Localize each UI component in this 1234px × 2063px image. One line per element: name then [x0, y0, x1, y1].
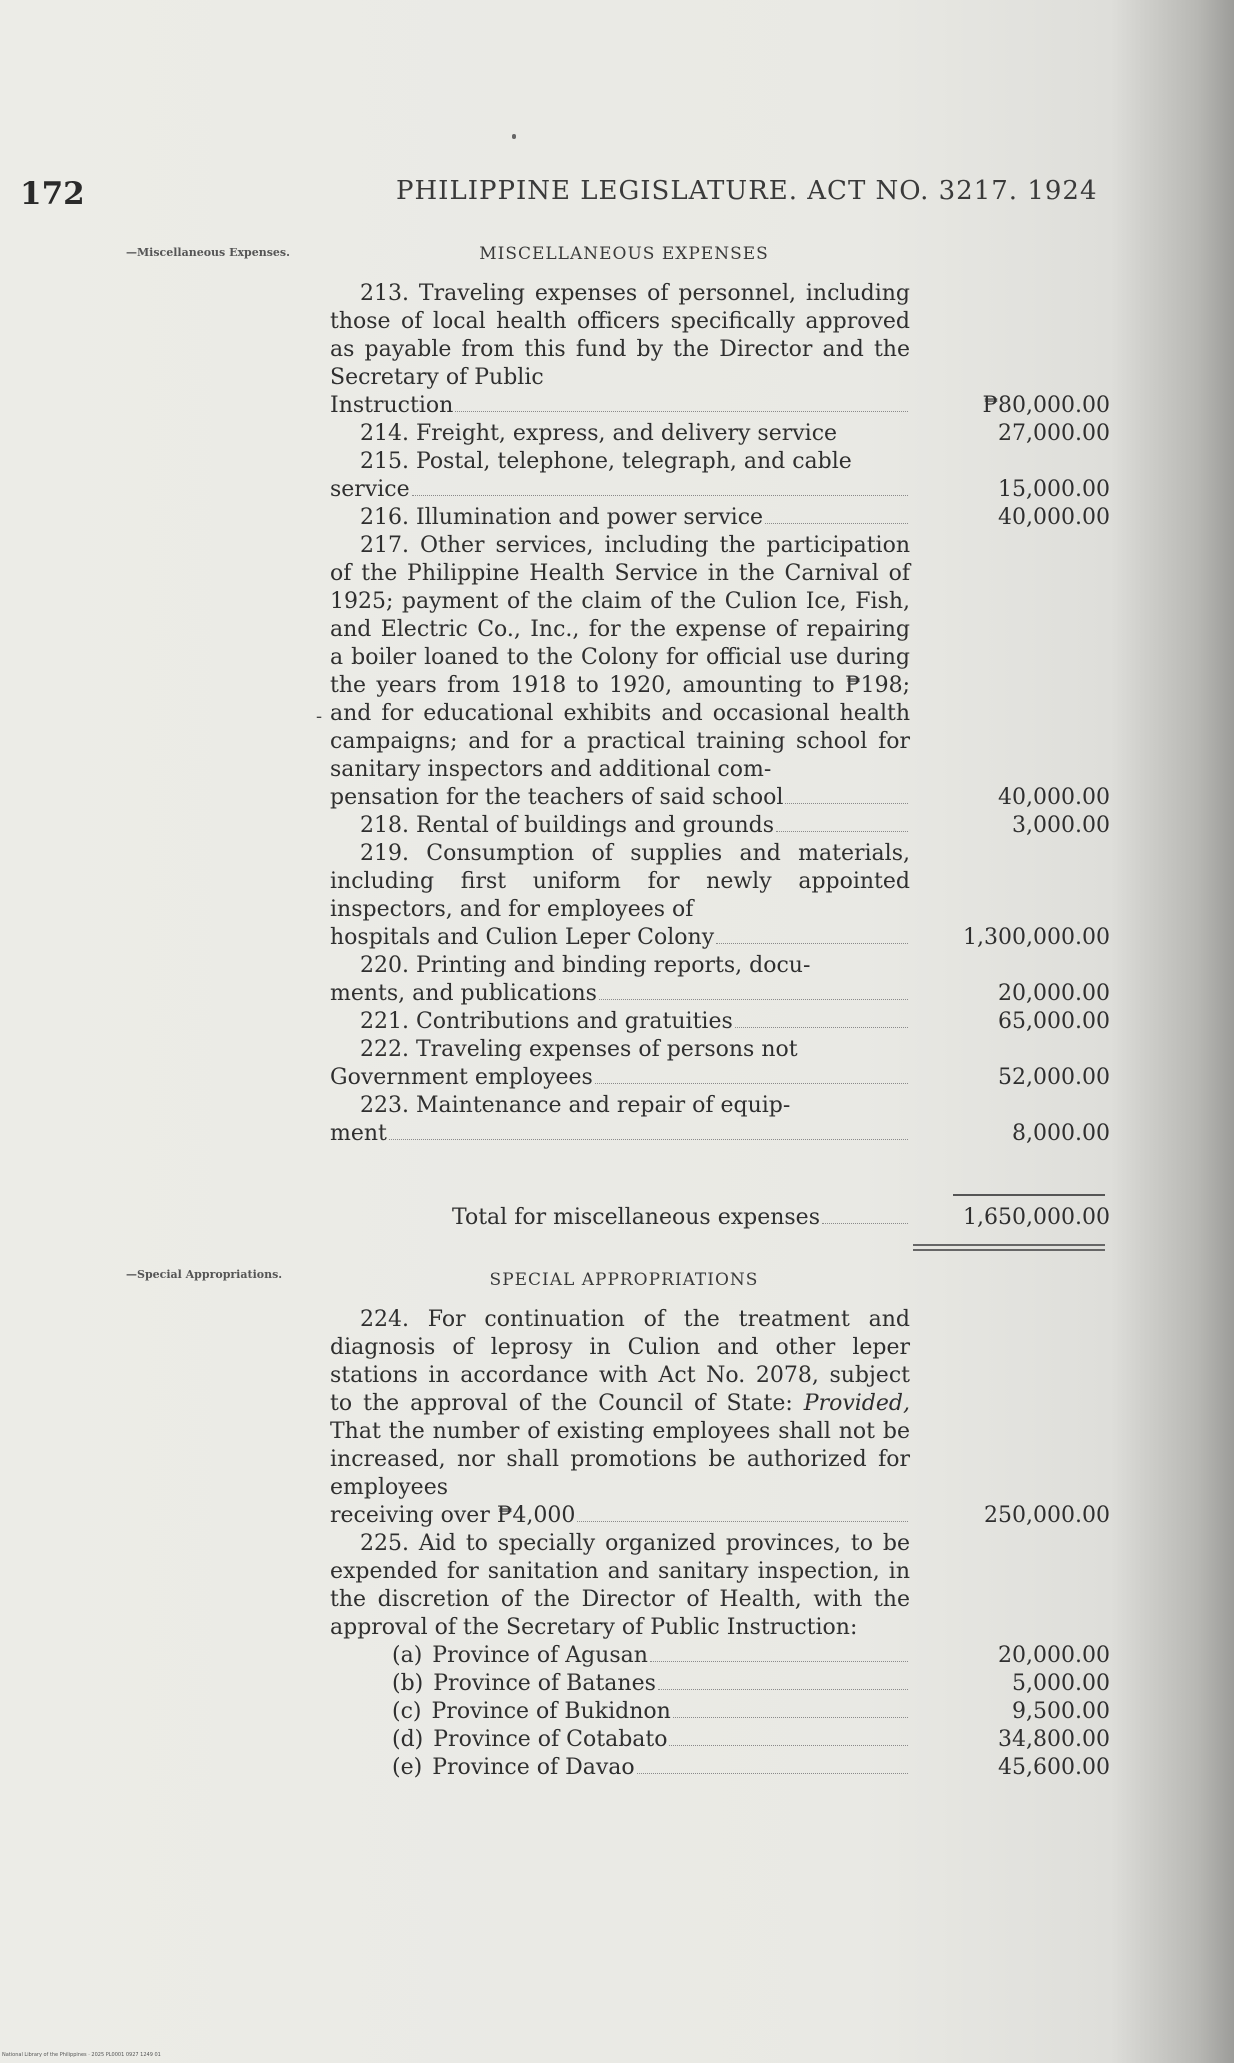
item-215: [330, 448, 1110, 504]
item-224-last-line: receiving over ₱4,000: [330, 1503, 576, 1528]
item-224: [330, 1306, 1110, 1530]
item-224-amount: 250,000.00: [984, 1503, 1110, 1528]
item-222-text: 222. Traveling expenses of persons not: [360, 1037, 798, 1062]
dot-leader: [716, 924, 908, 944]
dot-leader: [669, 1726, 908, 1746]
item-219: [330, 840, 1110, 952]
dot-leader: [599, 980, 908, 1000]
item-215-last-line: service: [330, 477, 410, 502]
margin-dash: -: [316, 706, 323, 727]
dot-leader: [577, 1502, 908, 1522]
province-letter: (c): [392, 1699, 422, 1724]
province-name: Province of Agusan: [432, 1643, 648, 1668]
item-216-amount: 40,000.00: [998, 505, 1110, 530]
item-223-last-line: ment: [330, 1121, 387, 1146]
item-224-provided: Provided,: [803, 1391, 910, 1416]
total-label: Total for miscellaneous expenses: [452, 1205, 820, 1230]
item-223-text: 223. Maintenance and repair of equip-: [360, 1093, 791, 1118]
item-220: [330, 952, 1110, 1008]
item-222-last-line: Government employees: [330, 1065, 593, 1090]
dot-leader: [785, 784, 908, 804]
province-amount: 5,000.00: [1012, 1671, 1110, 1696]
double-rule-lower: [913, 1249, 1105, 1251]
ink-dot: [512, 134, 516, 139]
item-218: [330, 812, 1110, 840]
item-221-amount: 65,000.00: [998, 1009, 1110, 1034]
total-rule: [953, 1194, 1105, 1196]
dot-leader: [658, 1670, 908, 1690]
item-213-amount: ₱80,000.00: [982, 393, 1110, 418]
dot-leader: [673, 1698, 908, 1718]
province-amount: 20,000.00: [998, 1643, 1110, 1668]
running-head: PHILIPPINE LEGISLATURE. ACT NO. 3217. 1924: [396, 176, 1098, 206]
item-221-text: 221. Contributions and gratuities: [360, 1009, 733, 1034]
item-213: [330, 280, 1110, 420]
province-amount: 45,600.00: [998, 1755, 1110, 1780]
dot-leader: [595, 1064, 908, 1084]
province-list: [330, 1642, 1110, 1782]
dot-leader: [776, 812, 908, 832]
double-rule-upper: [913, 1244, 1105, 1246]
item-220-last-line: ments, and publications: [330, 981, 597, 1006]
item-224-text-b: That the number of existing employees shall not be increased, nor shall promotions be authorized for employees: [330, 1419, 910, 1500]
item-219-amount: 1,300,000.00: [963, 925, 1110, 950]
province-row: [330, 1670, 1110, 1698]
province-row: [330, 1642, 1110, 1670]
item-223-amount: 8,000.00: [1012, 1121, 1110, 1146]
dot-leader: [765, 504, 908, 524]
footer-note: National Library of the Philippines · 2025 PL0001 0927 1249 01: [2, 2052, 161, 2058]
special-items: [330, 1306, 1110, 1782]
item-218-text: 218. Rental of buildings and grounds: [360, 813, 774, 838]
province-letter: (b): [392, 1671, 424, 1696]
item-221: [330, 1008, 1110, 1036]
province-amount: 34,800.00: [998, 1727, 1110, 1752]
province-row: [330, 1754, 1110, 1782]
item-216: [330, 504, 1110, 532]
page-number: 172: [20, 176, 85, 212]
total-amount: 1,650,000.00: [963, 1205, 1110, 1230]
item-215-amount: 15,000.00: [998, 477, 1110, 502]
province-letter: (a): [392, 1643, 423, 1668]
item-217-last-line: pensation for the teachers of said school: [330, 785, 784, 810]
province-amount: 9,500.00: [1012, 1699, 1110, 1724]
miscellaneous-items: [330, 280, 1110, 1148]
item-225-text: 225. Aid to specially organized provinces, to be expended for sanitation and sanitary inspection, in the discretion of the Director of Health, with the approval of the Secretary of Public Instruction:: [330, 1531, 910, 1640]
item-222-amount: 52,000.00: [998, 1065, 1110, 1090]
province-name: Province of Davao: [432, 1755, 635, 1780]
item-216-text: 216. Illumination and power service: [360, 505, 764, 530]
item-223: [330, 1092, 1110, 1148]
dot-leader: [637, 1754, 908, 1774]
item-220-amount: 20,000.00: [998, 981, 1110, 1006]
section-heading-special: SPECIAL APPROPRIATIONS: [489, 1270, 759, 1290]
province-letter: (d): [392, 1727, 424, 1752]
total-miscellaneous: [330, 1204, 1110, 1232]
dot-leader: [735, 1008, 908, 1028]
item-217-amount: 40,000.00: [998, 785, 1110, 810]
dot-leader: [389, 1120, 908, 1140]
item-224-text: [330, 1306, 910, 1502]
item-214-text: 214. Freight, express, and delivery service: [360, 421, 838, 446]
item-220-text: 220. Printing and binding reports, docu-: [360, 953, 811, 978]
province-name: Province of Batanes: [433, 1671, 656, 1696]
item-217: [330, 532, 1110, 812]
item-214-amount: 27,000.00: [998, 421, 1110, 446]
item-218-amount: 3,000.00: [1012, 813, 1110, 838]
dot-leader: [412, 476, 908, 496]
province-letter: (e): [392, 1755, 423, 1780]
province-row: [330, 1726, 1110, 1754]
item-215-text: 215. Postal, telephone, telegraph, and cable: [360, 449, 852, 474]
margin-note-miscellaneous: —Miscellaneous Expenses.: [126, 246, 290, 259]
province-row: [330, 1698, 1110, 1726]
margin-note-special: —Special Appropriations.: [126, 1268, 283, 1281]
item-213-text: 213. Traveling expenses of personnel, including those of local health officers specifically approved as payable from this fund by the Director and the Secretary of Public: [330, 281, 910, 390]
item-225: [330, 1530, 1110, 1782]
item-222: [330, 1036, 1110, 1092]
item-214: [330, 420, 1110, 448]
province-name: Province of Bukidnon: [431, 1699, 671, 1724]
item-219-text: 219. Consumption of supplies and materials, including first uniform for newly appointed inspectors, and for employees of: [330, 841, 910, 922]
section-heading-miscellaneous: MISCELLANEOUS EXPENSES: [479, 244, 769, 264]
item-217-text: 217. Other services, including the participation of the Philippine Health Service in the Carnival of 1925; payment of the claim of the Culion Ice, Fish, and Electric Co., Inc., for the expense of repairing a boiler loaned to the Colony for official use during the years from 1918 to 1920, amounting to ₱198; and for educational exhibits and occasional health campaigns; and for a practical training school for sanitary inspectors and additional com-: [330, 533, 910, 782]
dot-leader: [650, 1642, 908, 1662]
item-213-last-line: Instruction: [330, 393, 454, 418]
province-name: Province of Cotabato: [433, 1727, 668, 1752]
dot-leader: [822, 1204, 908, 1224]
item-224-text-a: 224. For continuation of the treatment and diagnosis of leprosy in Culion and other leper stations in accordance with Act No. 2078, subject to the approval of the Council of State:: [330, 1307, 910, 1416]
item-219-last-line: hospitals and Culion Leper Colony: [330, 925, 715, 950]
dot-leader: [455, 392, 908, 412]
